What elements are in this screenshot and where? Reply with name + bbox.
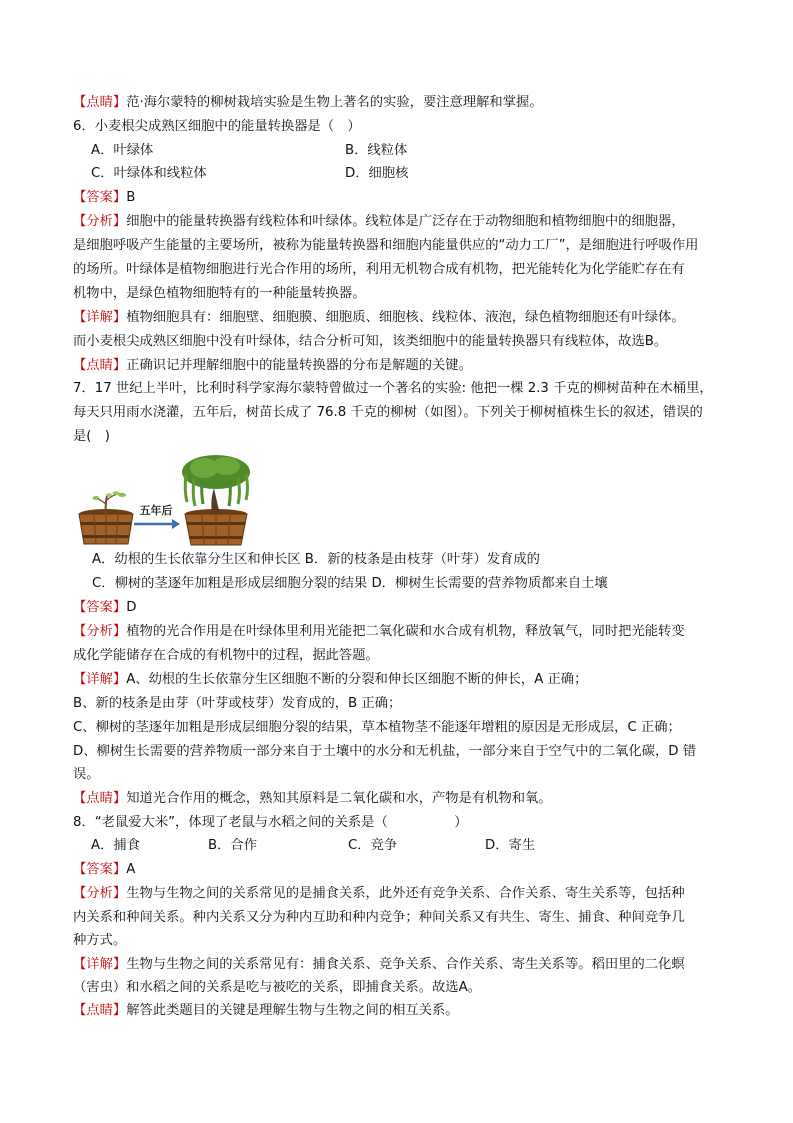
detail-tag: 【详解】: [73, 672, 127, 687]
answer-value: B: [126, 190, 136, 205]
q8-option-a: A．捕食: [91, 838, 140, 853]
q7-answer: [73, 597, 733, 619]
dianjing-tag: 【点睛】: [73, 358, 127, 373]
q7-detail-line: C、柳树的茎逐年加粗是形成层细胞分裂的结果，草本植物茎不能逐年增粗的原因是无形成层，C 正确；: [73, 720, 681, 735]
bucket-after-icon: [185, 509, 247, 545]
dianjing-text: 知道光合作用的概念，熟知其原料是二氧化碳和水，产物是有机物和氧。: [126, 791, 552, 806]
dianjing-tag: 【点睛】: [73, 95, 127, 110]
q8-analysis-line: 种方式。: [73, 933, 127, 948]
detail-tag: 【详解】: [73, 957, 127, 972]
arrow-right-icon: [134, 519, 180, 529]
q6-dianjing: [73, 355, 733, 377]
detail-text: 生物与生物之间的关系常见有：捕食关系、竞争关系、合作关系、寄生关系等。稻田里的二化螟: [126, 957, 685, 972]
analysis-text: 植物的光合作用是在叶绿体里利用光能把二氧化碳和水合成有机物，释放氧气，同时把光能转变: [126, 624, 685, 639]
q7-detail-line: 误。: [73, 767, 100, 782]
answer-value: D: [126, 600, 137, 615]
intro-dianjing: [73, 92, 733, 114]
bucket-before-icon: [79, 509, 133, 544]
q8-detail-line: [73, 954, 733, 976]
q7-option-line: C．柳树的茎逐年加粗是形成层细胞分裂的结果 D．柳树生长需要的营养物质都来自土壤: [92, 576, 608, 591]
analysis-tag: 【分析】: [73, 624, 127, 639]
q7-stem-line: 7．17 世纪上半叶，比利时科学家海尔蒙特曾做过一个著名的实验: 他把一棵 2.3 千克的柳树苗种在木桶里，: [73, 381, 713, 396]
q6-answer: [73, 187, 733, 209]
q8-option-c: C．竞争: [348, 838, 398, 853]
q6-option-d: D．细胞核: [345, 166, 409, 181]
q7-stem-line: 是( ): [73, 429, 110, 444]
dianjing-text: 正确识记并理解细胞中的能量转换器的分布是解题的关键。: [126, 358, 472, 373]
q8-analysis-line: 内关系和种间关系。种内关系又分为种内互助和种内竞争；种间关系又有共生、寄生、捕食、种间竞争几: [73, 910, 685, 925]
detail-tag: 【详解】: [73, 310, 127, 325]
detail-text: 植物细胞具有：细胞壁、细胞膜、细胞质、细胞核、线粒体、液泡，绿色植物细胞还有叶绿体。: [126, 310, 685, 325]
q6-analysis-line: 是细胞呼吸产生能量的主要场所，被称为能量转换器和细胞内能量供应的“动力工厂”，是细胞进行呼吸作用: [73, 238, 699, 253]
q6-stem: 6．小麦根尖成熟区细胞中的能量转换器是（ ）: [73, 119, 361, 134]
dianjing-text: 解答此类题目的关键是理解生物与生物之间的相互关系。: [126, 1003, 459, 1018]
q7-option-line: A．幼根的生长依靠分生区和伸长区 B．新的枝条是由枝芽（叶芽）发育成的: [92, 552, 540, 567]
q7-stem-line: 每天只用雨水浇灌，五年后，树苗长成了 76.8 千克的柳树（如图）。下列关于柳树植株生长的叙述，错误的: [73, 405, 703, 420]
q6-option-b: B．线粒体: [345, 143, 408, 158]
q6-analysis-line: [73, 211, 733, 233]
q8-answer: [73, 859, 733, 881]
dianjing-tag: 【点睛】: [73, 1003, 127, 1018]
dianjing-text: 范·海尔蒙特的柳树栽培实验是生物上著名的实验，要注意理解和掌握。: [126, 95, 543, 110]
q6-detail-line: [73, 307, 733, 329]
dianjing-tag: 【点睛】: [73, 791, 127, 806]
q8-analysis-line: [73, 883, 733, 905]
q7-dianjing: [73, 788, 733, 810]
answer-tag: 【答案】: [73, 862, 127, 877]
q7-analysis-line: 成化学能储存在合成的有机物中的过程，据此答题。: [73, 648, 379, 663]
q6-detail-line: 而小麦根尖成熟区细胞中没有叶绿体，结合分析可知，该类细胞中的能量转换器只有线粒体，故选B。: [73, 334, 668, 349]
q8-dianjing: [73, 1000, 733, 1022]
q6-option-a: A．叶绿体: [91, 143, 154, 158]
q8-stem: 8．“老鼠爱大米”，体现了老鼠与水稻之间的关系是（ ）: [73, 815, 468, 830]
willow-experiment-figure: [76, 452, 254, 548]
q7-detail-line: B、新的枝条是由芽（叶芽或枝芽）发育成的，B 正确；: [73, 696, 402, 711]
q8-options-row: [73, 835, 733, 857]
q7-detail-line: [73, 669, 733, 691]
analysis-tag: 【分析】: [73, 214, 127, 229]
analysis-text: 生物与生物之间的关系常见的是捕食关系，此外还有竞争关系、合作关系、寄生关系等，包括种: [126, 886, 685, 901]
q6-option-c: C．叶绿体和线粒体: [91, 166, 207, 181]
q6-analysis-line: 机物中，是绿色植物细胞特有的一种能量转换器。: [73, 286, 366, 301]
analysis-text: 细胞中的能量转换器有线粒体和叶绿体。线粒体是广泛存在于动物细胞和植物细胞中的细胞器，: [126, 214, 685, 229]
q6-analysis-line: 的场所。叶绿体是植物细胞进行光合作用的场所，利用无机物合成有机物，把光能转化为化学能贮存在有: [73, 262, 685, 277]
willow-tree-icon: [182, 455, 250, 514]
q8-option-b: B．合作: [208, 838, 258, 853]
analysis-tag: 【分析】: [73, 886, 127, 901]
q8-option-d: D．寄生: [485, 838, 536, 853]
figure-label: 五年后: [139, 504, 173, 517]
answer-tag: 【答案】: [73, 600, 127, 615]
q8-detail-line: （害虫）和水稻之间的关系是吃与被吃的关系，即捕食关系。故选A。: [73, 980, 482, 995]
detail-text: A、幼根的生长依靠分生区细胞不断的分裂和伸长区细胞不断的伸长，A 正确；: [126, 672, 588, 687]
q6-options-row2: [73, 163, 733, 185]
answer-tag: 【答案】: [73, 190, 127, 205]
answer-value: A: [126, 862, 136, 877]
q7-detail-line: D、柳树生长需要的营养物质一部分来自于土壤中的水分和无机盐，一部分来自于空气中的二氧化碳，D 错: [73, 744, 697, 759]
q6-options-row1: [73, 140, 733, 162]
q7-analysis-line: [73, 621, 733, 643]
